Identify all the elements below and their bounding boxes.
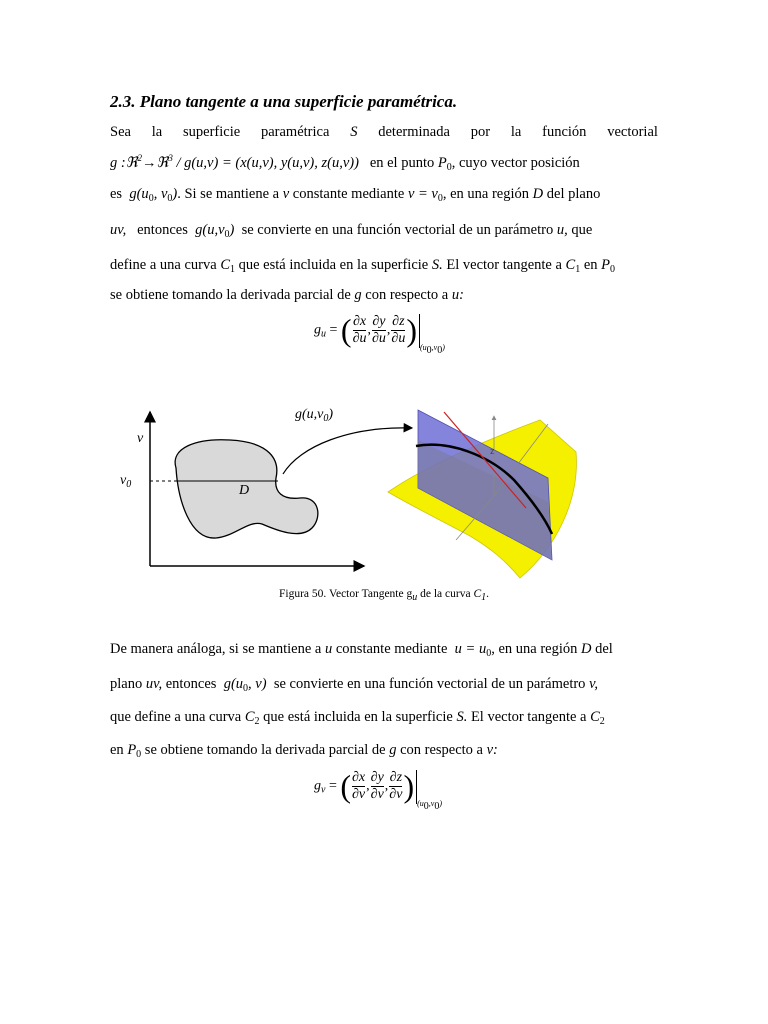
- text: El vector tangente a: [446, 257, 562, 273]
- formula-gv: $g_v$ = ( $\frac{\partial x}{\partial v}$ , $\frac{\partial y}{\partial v}$ , $\frac{\partial z}{\partial v}$ ) $_{(u_0,v_0)}$: [314, 768, 442, 812]
- point-p0: $P_0$: [437, 155, 452, 173]
- region-d: D: [581, 641, 592, 657]
- section-heading: 2.3. Plano tangente a una superficie paramétrica.: [110, 92, 458, 111]
- equation-u-u0: $u = u_0$: [454, 641, 492, 659]
- text: plano: [110, 676, 143, 692]
- text: se obtiene tomando la derivada parcial de: [110, 287, 351, 303]
- word: la: [151, 124, 163, 140]
- text: define a una curva: [110, 257, 217, 273]
- curve-c2: $C_2$: [244, 709, 260, 727]
- point-p0: $P_0$: [601, 257, 616, 275]
- curve-c2: $C_2$: [590, 709, 605, 727]
- word: determinada: [378, 124, 450, 140]
- text: que está incluida en la superficie: [263, 709, 453, 725]
- text: en: [110, 742, 124, 758]
- word: la: [510, 124, 522, 140]
- position-vector: $g(u_0$, $v_0$): [129, 186, 178, 204]
- var-u: u:: [451, 287, 464, 303]
- text: se convierte en una función vectorial de un parámetro: [273, 676, 586, 692]
- function-g-u-v0: $g(u,v_0)$: [195, 222, 235, 240]
- text: El vector tangente a: [470, 709, 587, 725]
- text: con respecto a: [365, 287, 449, 303]
- point-p0: $P_0$: [127, 742, 142, 760]
- text: del: [595, 641, 613, 657]
- word: vectorial: [607, 124, 658, 140]
- curve-c1: $C_1$: [220, 257, 235, 275]
- word: por: [470, 124, 491, 140]
- text: que define a una curva: [110, 709, 242, 725]
- mapping-arrow: [283, 428, 412, 474]
- var-v: v,: [589, 676, 599, 692]
- text: entonces: [137, 222, 188, 238]
- text: , cuyo vector posición: [451, 155, 580, 171]
- paragraph-2-line-4: [110, 742, 658, 760]
- equation-v-v0: $v = v_0$: [407, 186, 443, 204]
- text: con respecto a: [400, 742, 483, 758]
- paragraph-2-line-2: [110, 676, 658, 694]
- text: es: [110, 186, 123, 202]
- formula-gu: $g_u$ = ( $\frac{\partial x}{\partial u}$ , $\frac{\partial y}{\partial u}$ , $\frac{\partial z}{\partial u}$ ) $_{(u_0,v_0)}$: [314, 312, 445, 356]
- text: se convierte en una función vectorial de un parámetro: [241, 222, 554, 238]
- figure-caption: Figura 50. Vector Tangente $g_u$ de la curva $C_1$.: [279, 588, 489, 603]
- text: en el punto: [369, 155, 435, 171]
- text: se obtiene tomando la derivada parcial de: [144, 742, 386, 758]
- function-g-u0-v: $g(u_0$, v): [223, 676, 267, 694]
- text: , en una región: [491, 641, 578, 657]
- region-d-label: D: [239, 483, 250, 498]
- text: , en una región: [442, 186, 530, 202]
- surface-s: S.: [431, 257, 443, 273]
- word: S: [350, 124, 358, 140]
- text: uv,: [145, 676, 163, 692]
- text: en: [583, 257, 598, 273]
- var-g: g: [389, 742, 397, 758]
- text: constante mediante: [335, 641, 448, 657]
- text: . Si se mantiene a: [177, 186, 280, 202]
- paragraph-2-line-1: [110, 641, 658, 659]
- var-u: u: [325, 641, 333, 657]
- word: superficie: [183, 124, 241, 140]
- word: paramétrica: [260, 124, 330, 140]
- paragraph-2-line-3: [110, 709, 658, 727]
- z-label: z: [490, 446, 495, 456]
- var-g: g: [354, 287, 362, 303]
- text: De manera análoga, si se mantiene a: [110, 641, 322, 657]
- text: constante mediante: [292, 186, 405, 202]
- text: que: [571, 222, 593, 238]
- word: Sea: [110, 124, 131, 140]
- var-v: v: [282, 186, 290, 202]
- region-d: D: [532, 186, 544, 202]
- axis-v0-label: $v_0$: [120, 473, 132, 490]
- text: del plano: [546, 186, 601, 202]
- var-v: v:: [486, 742, 498, 758]
- word: función: [542, 124, 587, 140]
- text: entonces: [165, 676, 217, 692]
- function-map: g :ℜ$^2$→ℜ$^3$ / g(u,v) = (x(u,v), y(u,v), z(u,v)): [110, 153, 359, 171]
- mapping-label: $g(u,v_0)$: [295, 407, 334, 424]
- text: que está incluida en la superficie: [238, 257, 429, 273]
- axis-v-label: v: [137, 431, 144, 446]
- surface-s: S.: [456, 709, 468, 725]
- text: uv,: [110, 222, 127, 238]
- curve-c1: $C_1$: [565, 257, 581, 275]
- var-u: u,: [556, 222, 568, 238]
